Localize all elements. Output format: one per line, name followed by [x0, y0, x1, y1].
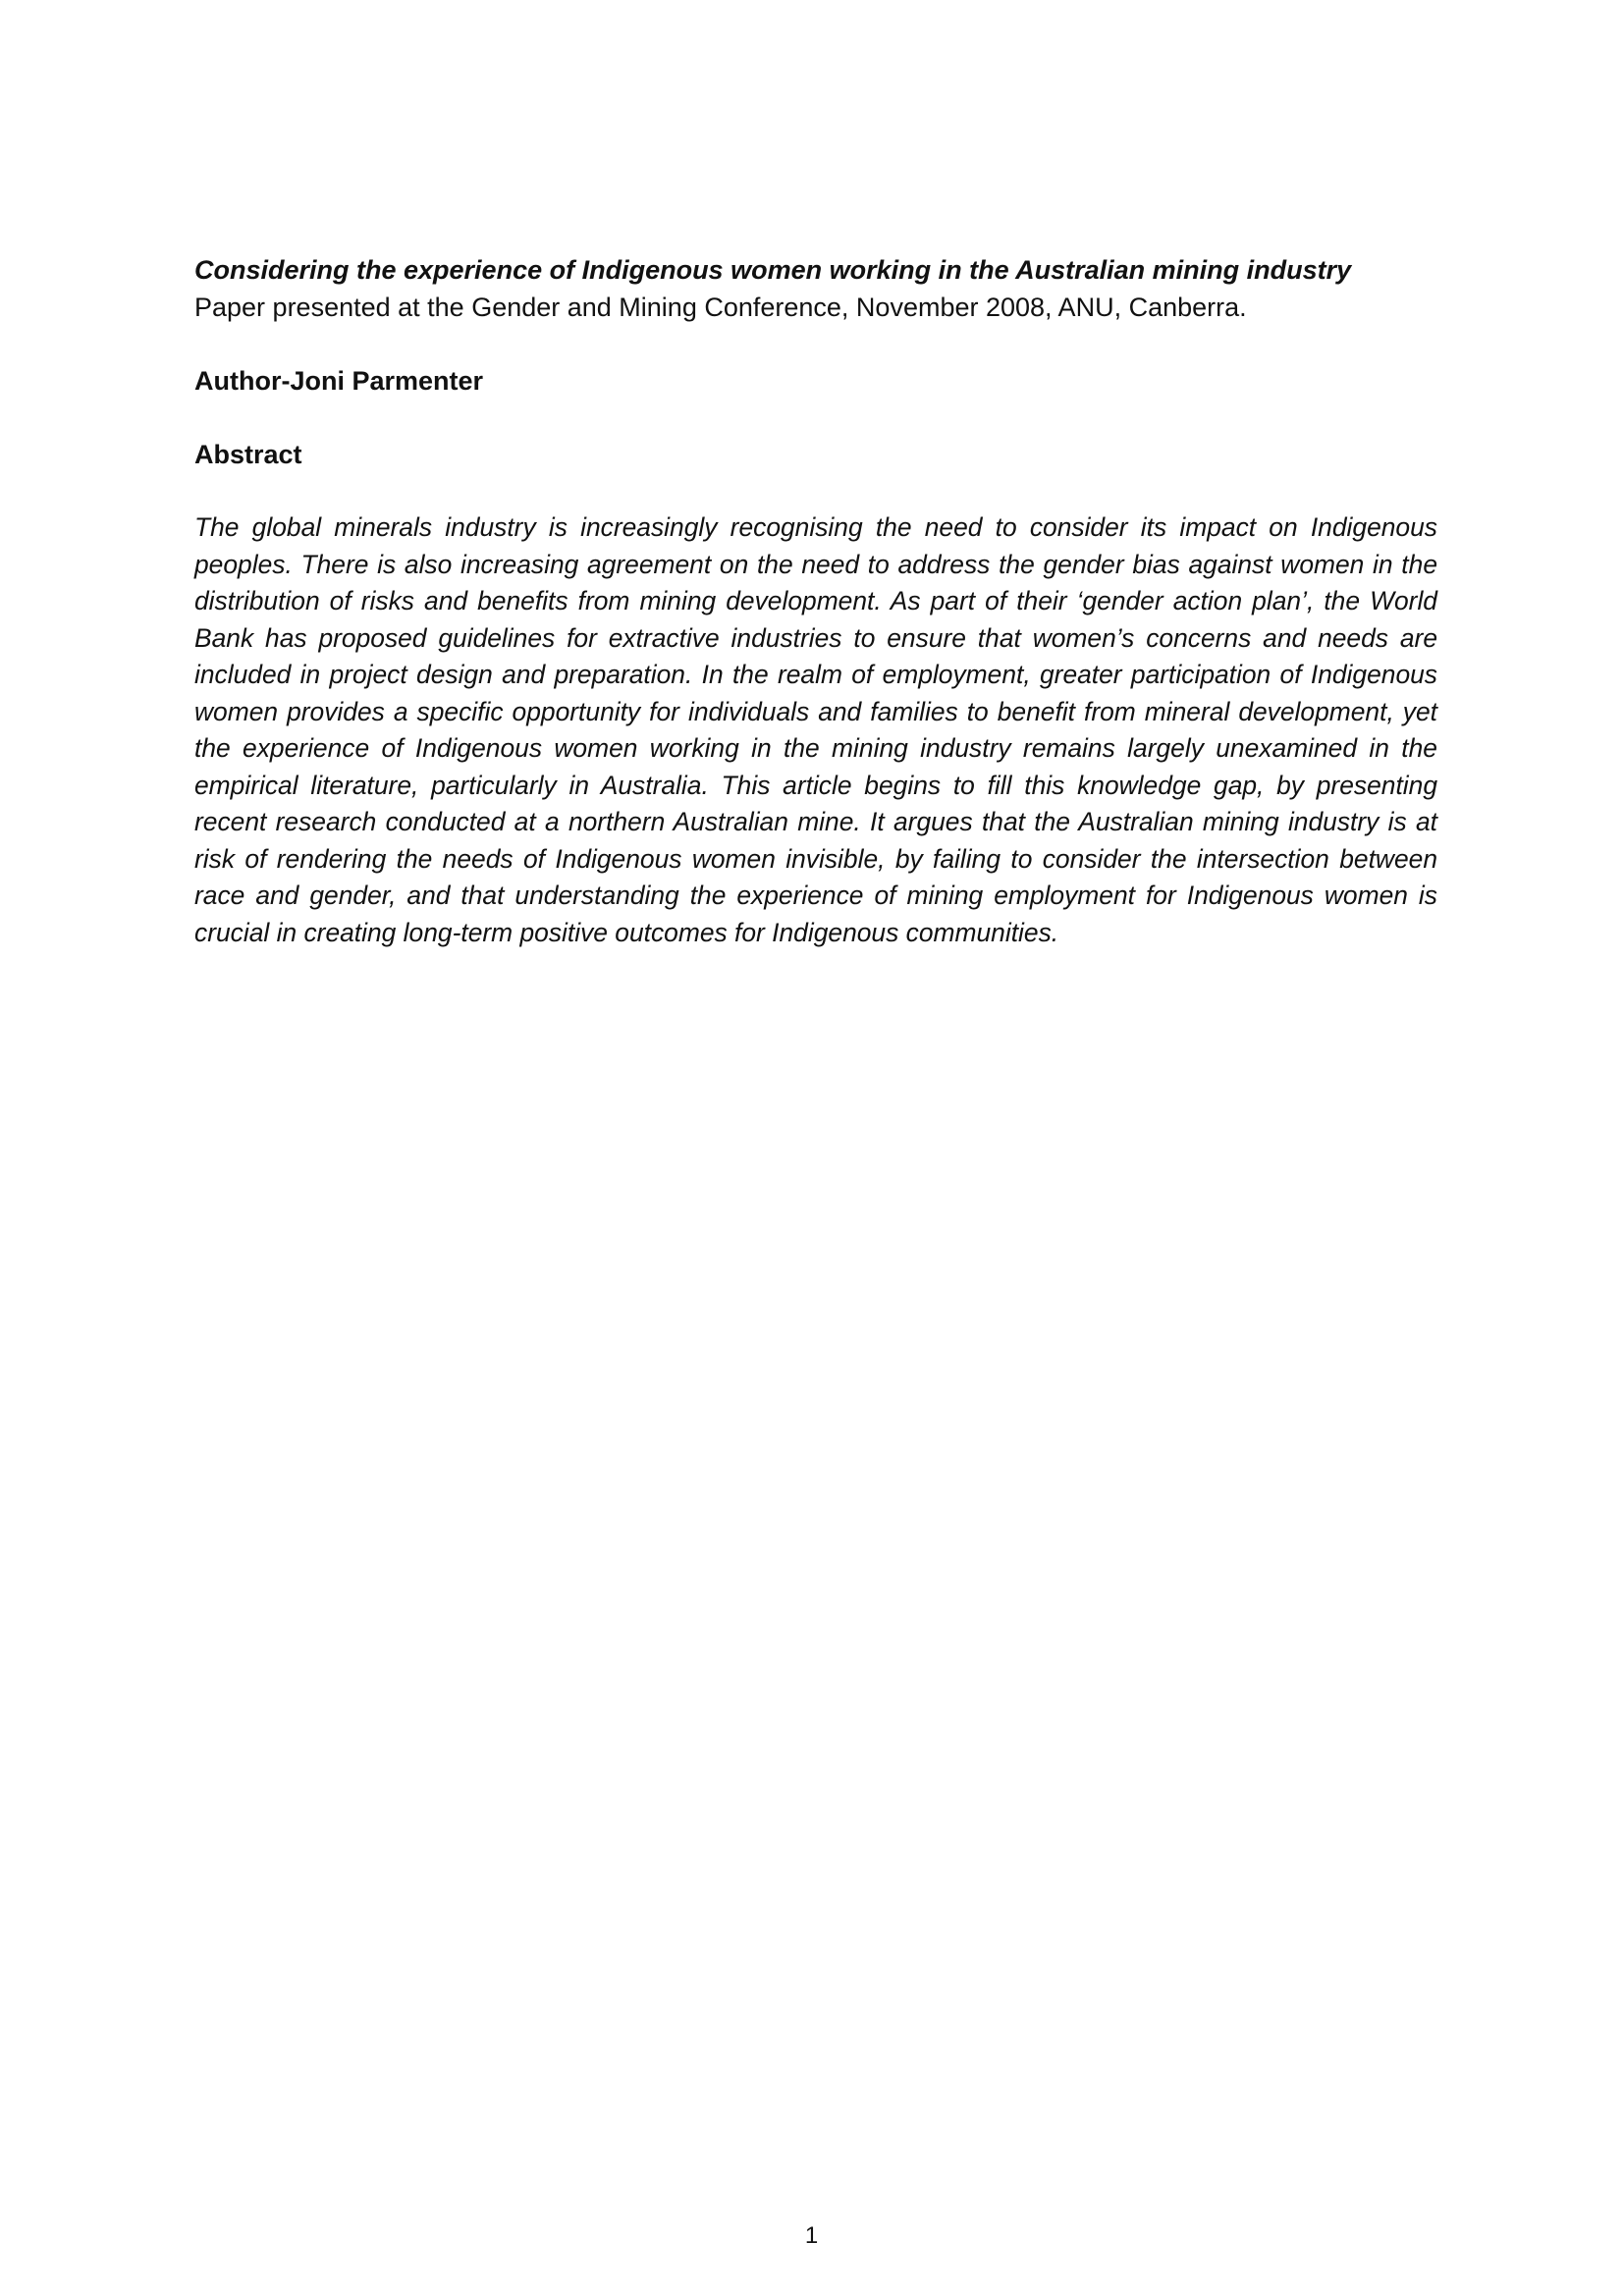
page-number: 1: [804, 2222, 819, 2249]
paper-title: Considering the experience of Indigenous women working in the Australian mining industry: [194, 255, 1352, 285]
page-content: [194, 251, 1437, 951]
abstract-text: The global minerals industry is increasingly recognising the need to consider its impact on Indigenous peoples. There is also increasing agreement on the need to address the gender bias against women in the distribution of risks and benefits from mining development. As part of their ‘gender action plan’, the World Bank has proposed guidelines for extractive industries to ensure that women’s concerns and needs are included in project design and preparation. In the realm of employment, greater participation of Indigenous women provides a specific opportunity for individuals and families to benefit from mineral development, yet the experience of Indigenous women working in the mining industry remains largely unexamined in the empirical literature, particularly in Australia. This article begins to fill this knowledge gap, by presenting recent research conducted at a northern Australian mine. It argues that the Australian mining industry is at risk of rendering the needs of Indigenous women invisible, by failing to consider the intersection between race and gender, and that understanding the experience of mining employment for Indigenous women is crucial in creating long-term positive outcomes for Indigenous communities.: [194, 512, 1437, 947]
paper-venue-line: Paper presented at the Gender and Mining Conference, November 2008, ANU, Canberra.: [194, 293, 1247, 322]
abstract-heading: Abstract: [194, 440, 302, 469]
author-line: Author-Joni Parmenter: [194, 366, 484, 396]
